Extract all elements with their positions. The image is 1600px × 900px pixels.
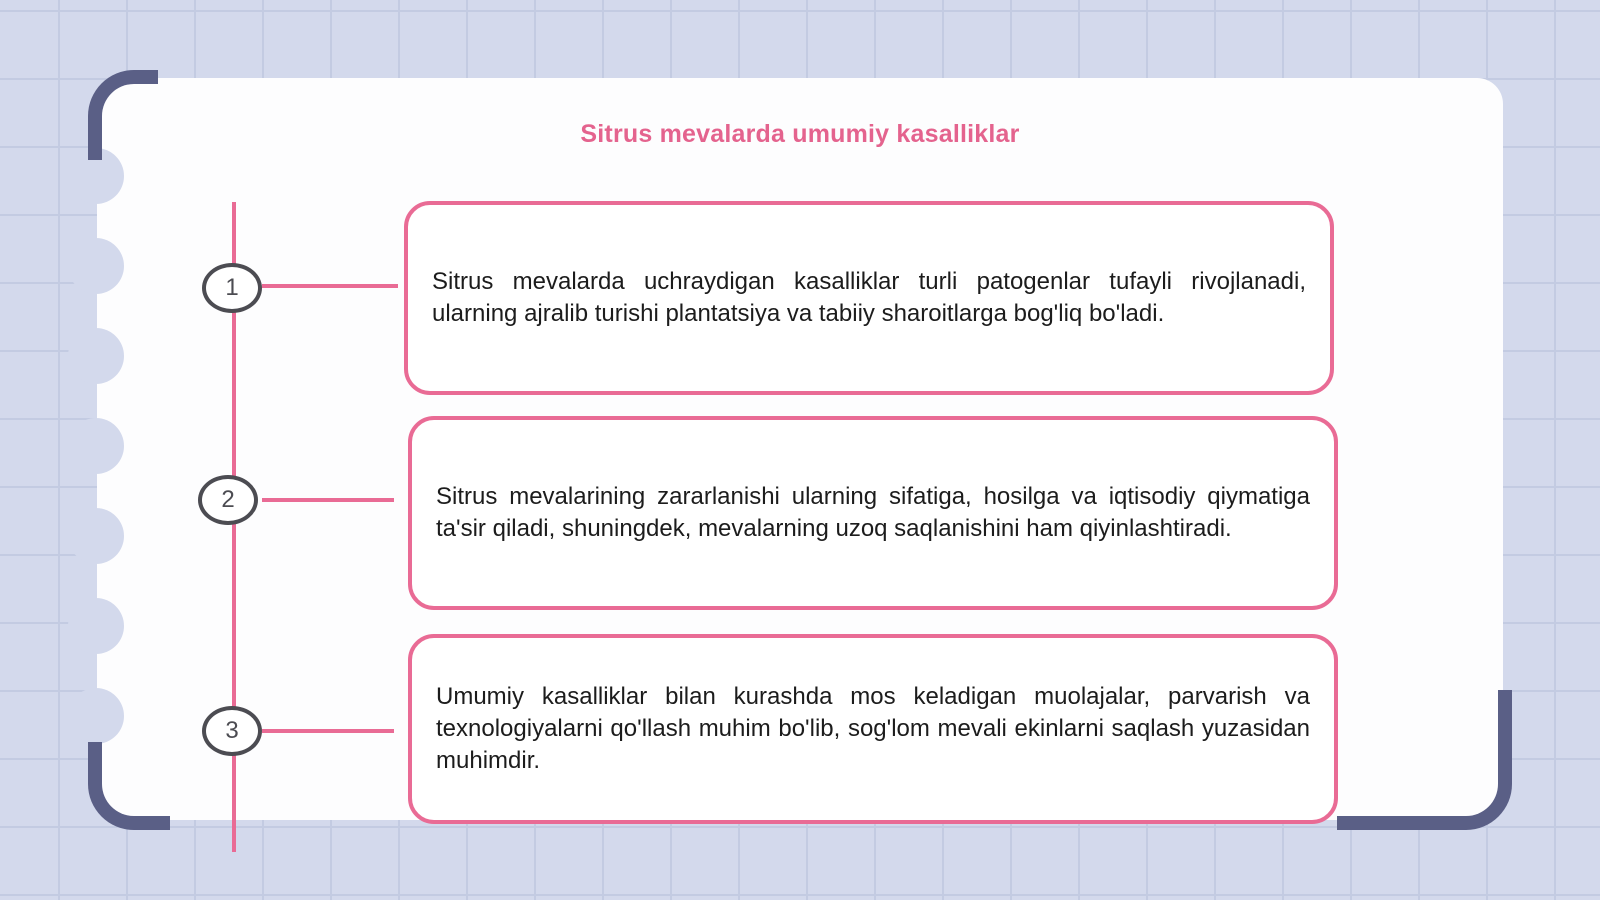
info-text: Sitrus mevalarining zararlanishi ularning sifatiga, hosilga va iqtisodiy qiymatiga ta'sir qiladi, shuningdek, mevalarning uzoq saqlanishini ham qiyinlashtiradi.	[436, 483, 1310, 542]
corner-bracket-bottom-left	[88, 742, 170, 830]
scallop-decoration	[68, 418, 124, 474]
info-text: Umumiy kasalliklar bilan kurashda mos keladigan muolajalar, parvarish va texnologiyalarni qo'llash muhim bo'lib, sog'lom mevali ekinlarni saqlash yuzasidan muhimdir.	[436, 683, 1310, 774]
slide-title: Sitrus mevalarda umumiy kasalliklar	[580, 120, 1020, 148]
scallop-decoration	[68, 238, 124, 294]
step-number-badge: 3	[202, 706, 262, 756]
info-box	[408, 634, 1338, 824]
scallop-decoration	[68, 508, 124, 564]
connector-line	[262, 498, 394, 502]
step-number-badge: 1	[202, 263, 262, 313]
scallop-decoration	[68, 328, 124, 384]
scallop-decoration	[68, 688, 124, 744]
info-box	[404, 201, 1334, 395]
info-text: Sitrus mevalarda uchraydigan kasalliklar turli patogenlar tufayli rivojlanadi, ularning ajralib turishi plantatsiya va tabiiy sharoitlarga bog'liq bo'ladi.	[432, 268, 1306, 327]
scallop-decoration	[68, 598, 124, 654]
connector-line	[262, 284, 398, 288]
step-number-badge: 2	[198, 475, 258, 525]
connector-line	[262, 729, 394, 733]
corner-bracket-bottom-right	[1337, 690, 1512, 830]
info-box	[408, 416, 1338, 610]
